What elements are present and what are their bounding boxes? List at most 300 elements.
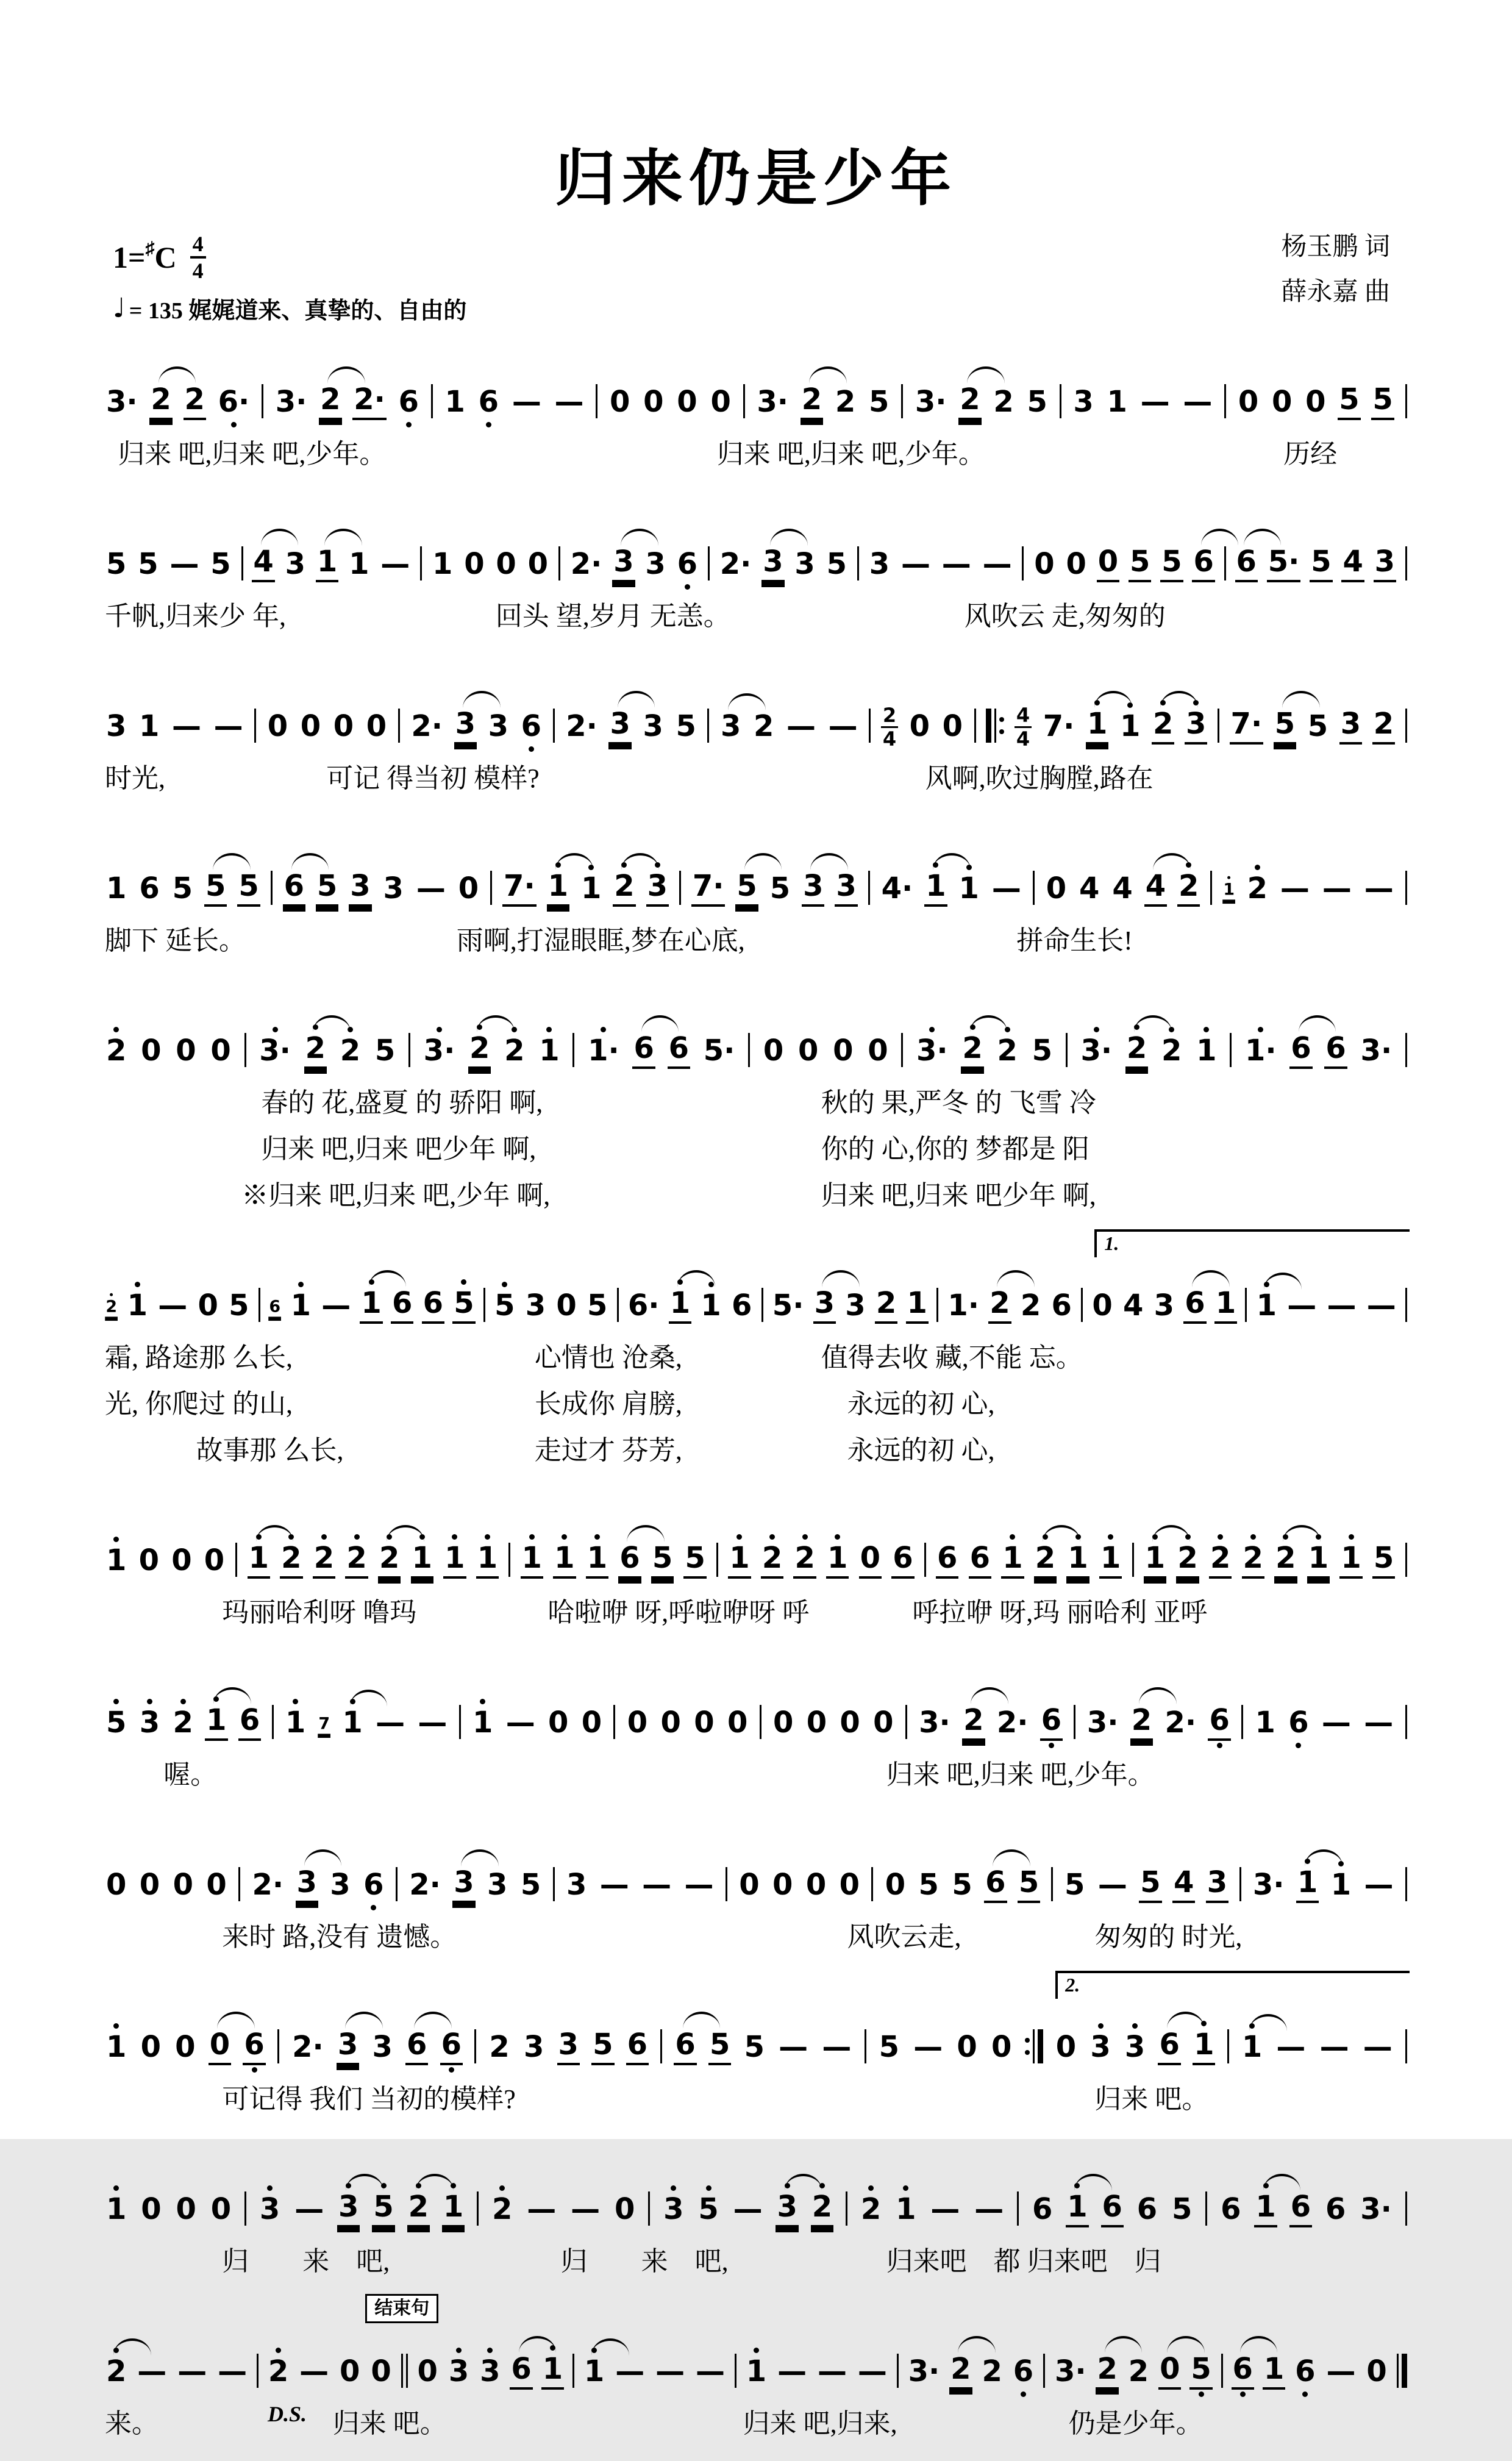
note-digit: 5 xyxy=(1307,709,1328,743)
note-digit: 0 xyxy=(885,1868,906,1902)
lyric-segment: 光, 你爬过 的山, xyxy=(105,1389,293,1419)
note-digit: 1 xyxy=(1144,1541,1166,1579)
note-token xyxy=(912,2021,944,2074)
octave-dot-below xyxy=(370,1903,377,1912)
note-token xyxy=(442,2181,465,2237)
note-token xyxy=(204,860,227,916)
note-token xyxy=(844,1280,866,1333)
note-token xyxy=(213,701,244,754)
octave-dot-above xyxy=(1253,863,1261,872)
lyric-segment: 千帆,归来少 年, xyxy=(105,601,286,631)
note-token xyxy=(730,1280,753,1333)
note-digit: — xyxy=(1322,871,1352,905)
note-digit: — xyxy=(218,2354,248,2388)
note-token xyxy=(493,1280,516,1333)
note-digit: 1 xyxy=(924,870,947,907)
repeat-dot xyxy=(1025,2050,1030,2055)
note-digit: 1 xyxy=(541,2352,564,2390)
note-token xyxy=(801,374,823,429)
note-token xyxy=(423,1025,457,1078)
note-token xyxy=(1208,1695,1230,1750)
notation-line xyxy=(105,329,1407,429)
octave-dot-above xyxy=(266,2184,274,2193)
note-digit: 2 xyxy=(1274,1541,1297,1579)
barline-stroke xyxy=(596,384,597,418)
note-token xyxy=(826,538,848,591)
note-token xyxy=(771,1280,805,1333)
note-token xyxy=(1130,1695,1153,1750)
lyric-segment: 时光, xyxy=(105,763,165,793)
note-digit: 1 xyxy=(539,1034,560,1068)
note-digit: 4· xyxy=(881,871,913,905)
note-token xyxy=(547,860,569,916)
music-system xyxy=(105,978,1407,1217)
tempo-text: = 135 娓娓道来、真挚的、自由的 xyxy=(129,298,467,324)
octave-dot-below xyxy=(1197,2390,1205,2399)
barline-stroke xyxy=(1051,1867,1053,1901)
octave-dot-above xyxy=(297,1280,304,1289)
note-token xyxy=(487,701,510,754)
barline xyxy=(716,1543,718,1577)
note-token xyxy=(1371,374,1394,429)
note-digit: 3 xyxy=(337,2190,360,2227)
note-token xyxy=(521,1532,543,1588)
note-token xyxy=(258,1025,292,1078)
note-token xyxy=(827,701,859,754)
note-digit: 0 xyxy=(1366,2354,1387,2388)
note-token xyxy=(291,2021,325,2074)
note-digit: — xyxy=(294,2192,324,2226)
barline xyxy=(508,1543,510,1577)
note-token xyxy=(969,1532,991,1588)
note-digit: 1 xyxy=(1296,1866,1319,1903)
note-digit: 3 xyxy=(813,1287,836,1324)
note-digit: 6 xyxy=(1183,1287,1206,1324)
note-token xyxy=(557,2019,580,2074)
note-digit: 5 xyxy=(452,1287,475,1324)
note-token xyxy=(105,376,139,429)
octave-dot-above xyxy=(113,1025,120,1034)
barline xyxy=(396,1867,398,1901)
lyric-segment: 玛丽哈利呀 噜玛 xyxy=(222,1598,417,1627)
note-token xyxy=(709,376,732,429)
lyric-segment: 长成你 肩膀, xyxy=(534,1389,682,1419)
lyric-segment: 永远的初 心, xyxy=(847,1435,995,1465)
note-token xyxy=(372,2181,394,2237)
note-digit: — xyxy=(527,2192,557,2226)
note-token xyxy=(1307,1532,1330,1588)
octave-dot-above xyxy=(479,1697,487,1706)
note-digit: 0 xyxy=(614,2192,635,2226)
note-digit: 0 xyxy=(464,547,485,581)
note-digit: 1 xyxy=(896,2192,916,2226)
barline-stroke xyxy=(735,2354,736,2388)
note-token xyxy=(554,376,585,429)
note-token xyxy=(379,538,411,591)
note-token xyxy=(1246,863,1269,916)
note-token xyxy=(793,1532,816,1588)
octave-dot-above xyxy=(1168,1025,1175,1034)
note-digit: — xyxy=(615,2354,645,2388)
note-token xyxy=(915,1025,949,1078)
note-digit: — xyxy=(1276,2030,1306,2064)
note-token xyxy=(203,1535,226,1588)
note-digit: — xyxy=(1364,1868,1394,1902)
note-digit: 6 xyxy=(440,2028,463,2065)
note-digit: 3 xyxy=(721,709,741,743)
lyric-segment: 归来 吧,归来 吧少年 啊, xyxy=(821,1180,1096,1210)
barline-stroke xyxy=(1224,384,1226,418)
barline-stroke xyxy=(244,2191,246,2226)
note-digit: — xyxy=(1363,2030,1393,2064)
music-system xyxy=(105,2299,1407,2445)
octave-dot-above xyxy=(415,2181,422,2190)
barline xyxy=(905,1705,907,1739)
note-token xyxy=(1374,536,1396,591)
note-token xyxy=(580,863,602,916)
note-digit: 2· xyxy=(1164,1706,1197,1740)
note-digit: 2 xyxy=(613,870,635,907)
note-token xyxy=(587,1025,621,1078)
note-token xyxy=(962,1695,985,1750)
note-digit: — xyxy=(913,2030,943,2064)
barline xyxy=(474,2029,476,2063)
note-digit: 1 xyxy=(411,1541,433,1579)
barline xyxy=(743,384,745,418)
barline-stroke xyxy=(1038,2029,1043,2063)
note-digit: 0 xyxy=(727,1706,748,1740)
barline xyxy=(868,871,870,905)
note-token xyxy=(284,1697,307,1750)
barline-stroke xyxy=(1074,1705,1075,1739)
lyric-segment: 归来 吧,归来 吧,少年。 xyxy=(118,439,387,469)
note-digit: 2 xyxy=(319,383,341,420)
note-digit: 6 xyxy=(731,1288,752,1323)
note-token xyxy=(1066,2181,1088,2237)
note-digit: 5 xyxy=(952,1868,972,1902)
note-digit: 2 xyxy=(280,1541,302,1579)
section-label: 结束句 xyxy=(365,2294,438,2323)
note-token xyxy=(941,701,964,754)
lyric-segment: 归 来 吧, xyxy=(560,2246,729,2276)
octave-dot-above xyxy=(736,1532,743,1541)
note-token xyxy=(719,701,742,754)
barline xyxy=(648,2191,650,2226)
note-token xyxy=(614,2346,646,2399)
note-token xyxy=(1136,2184,1158,2237)
note-token xyxy=(958,863,980,916)
octave-dot-above xyxy=(707,1280,715,1289)
note-digit: 0 xyxy=(660,1706,681,1740)
octave-dot-above xyxy=(312,1023,319,1032)
note-digit: — xyxy=(900,547,930,581)
note-token xyxy=(227,1280,250,1333)
note-digit: 3· xyxy=(757,385,788,419)
note-token xyxy=(1129,536,1151,591)
lyric-segment: 归来 吧。 xyxy=(1094,2084,1209,2114)
barline xyxy=(1132,1543,1134,1577)
barline-stroke xyxy=(1043,2354,1045,2388)
barline xyxy=(490,871,492,905)
note-token xyxy=(318,1709,330,1740)
barline-stroke xyxy=(617,1288,619,1322)
note-token xyxy=(408,1859,442,1912)
note-token xyxy=(1001,1532,1024,1588)
note-token xyxy=(468,1023,491,1078)
music-system xyxy=(105,2137,1407,2283)
octave-dot-above xyxy=(386,1532,393,1541)
note-digit: 5 xyxy=(106,547,127,581)
note-digit: 6 xyxy=(521,709,542,743)
note-token xyxy=(1089,2021,1111,2074)
note-digit: 0 xyxy=(548,1706,569,1740)
note-token xyxy=(1127,2346,1150,2399)
lyric-segment: 心情也 沧桑, xyxy=(534,1343,682,1373)
note-token xyxy=(646,860,669,916)
barline-stroke xyxy=(1241,1705,1243,1739)
barline-stroke xyxy=(743,384,745,418)
note-token xyxy=(992,376,1015,429)
note-token xyxy=(1066,1532,1089,1588)
note-digit: — xyxy=(1326,2354,1356,2388)
octave-dot-above xyxy=(705,2184,712,2193)
lyric-segment: 秋的 果,严冬 的 飞雪 冷 xyxy=(821,1088,1096,1118)
note-digit: 0 xyxy=(371,2354,391,2388)
lyrics-line xyxy=(105,1428,1407,1472)
note-token xyxy=(1096,2343,1118,2399)
note-token xyxy=(172,1859,194,1912)
note-digit: 3 xyxy=(523,2030,544,2064)
note-token xyxy=(293,2184,325,2237)
note-token xyxy=(382,863,405,916)
credits xyxy=(1281,224,1390,315)
quarter-note-icon: ♩ xyxy=(113,293,126,324)
barline-stroke xyxy=(648,2191,650,2226)
note-digit: 3· xyxy=(1054,2354,1086,2388)
note-digit: 0 xyxy=(209,2028,231,2065)
note-token xyxy=(1091,1280,1113,1333)
note-digit: 0 xyxy=(868,1034,888,1068)
note-digit: 6 xyxy=(1136,2192,1158,2226)
barline-stroke xyxy=(398,709,400,743)
note-token xyxy=(491,2184,513,2237)
barline xyxy=(1224,546,1226,580)
note-token xyxy=(694,2346,726,2399)
barline-stroke xyxy=(259,1288,260,1322)
octave-dot-above xyxy=(1160,698,1167,707)
note-digit: 5 xyxy=(1372,1541,1395,1579)
lyrics-line xyxy=(105,918,1407,962)
note-token xyxy=(1338,374,1360,429)
note-digit: 5 xyxy=(918,1868,939,1902)
note-token xyxy=(477,376,500,429)
note-token xyxy=(613,860,635,916)
note-token xyxy=(1324,1023,1347,1078)
note-digit: 3· xyxy=(1086,1706,1119,1740)
note-digit: 1 xyxy=(1099,1541,1122,1579)
octave-dot-above xyxy=(487,2346,494,2355)
octave-dot-below xyxy=(1216,1741,1223,1750)
note-digit: 6 xyxy=(1235,545,1258,582)
note-digit: 3 xyxy=(643,709,663,743)
note-token xyxy=(1158,2019,1180,2074)
barline xyxy=(1405,1705,1407,1739)
note-token xyxy=(209,2019,231,2074)
note-token xyxy=(1106,376,1129,429)
note-digit: 0 xyxy=(739,1868,760,1902)
octave-dot-above xyxy=(1074,1532,1082,1541)
note-token xyxy=(274,376,308,429)
octave-dot-above xyxy=(588,863,595,872)
barline-stroke xyxy=(1132,1543,1134,1577)
note-token xyxy=(1230,698,1264,754)
note-token xyxy=(348,538,370,591)
octave-dot-above xyxy=(499,2184,506,2193)
note-token xyxy=(996,1025,1019,1078)
note-digit: 2 xyxy=(982,2354,1002,2388)
note-token xyxy=(415,863,447,916)
note-digit: 6 xyxy=(1221,2192,1241,2226)
note-token xyxy=(251,1859,285,1912)
octave-dot-above xyxy=(511,1025,518,1034)
note-token xyxy=(1363,1859,1394,1912)
note-token xyxy=(137,538,159,591)
note-digit: 3 xyxy=(349,870,371,907)
note-digit: 5 xyxy=(520,1868,541,1902)
lyric-segment: 拼命生长! xyxy=(1016,926,1133,955)
lyric-segment: 喔。 xyxy=(163,1760,218,1790)
note-digit: 1 xyxy=(205,1704,227,1741)
barline-stroke xyxy=(238,1867,240,1901)
octave-dot-above xyxy=(1185,860,1193,870)
note-digit: 5 xyxy=(708,2028,731,2065)
notation-line xyxy=(105,978,1407,1078)
lyrics-line xyxy=(105,1335,1407,1379)
note-digit: — xyxy=(982,547,1012,581)
note-digit: 5· xyxy=(1267,545,1301,582)
barline xyxy=(660,2029,662,2063)
octave-dot-above xyxy=(621,860,628,870)
note-token xyxy=(641,1859,672,1912)
note-digit: 3 xyxy=(1185,707,1207,745)
note-token xyxy=(1086,698,1108,754)
barline-stroke xyxy=(1405,1705,1407,1739)
lyric-segment: ※归来 吧,归来 吧,少年 啊, xyxy=(241,1180,551,1210)
note-digit: 3 xyxy=(296,1866,318,1903)
note-token xyxy=(105,1859,127,1912)
note-digit: 3· xyxy=(275,385,307,419)
note-digit: 1 xyxy=(106,1543,127,1577)
note-digit: — xyxy=(642,1868,672,1902)
lyrics-line xyxy=(105,594,1407,638)
note-digit: 3 xyxy=(285,547,305,581)
octave-dot-above xyxy=(320,1532,327,1541)
barline xyxy=(865,2029,866,2063)
note-digit: 6 xyxy=(1289,2190,1312,2227)
note-digit: 3· xyxy=(919,1706,950,1740)
note-digit: — xyxy=(1366,1288,1396,1323)
octave-dot-above xyxy=(1093,1025,1100,1034)
note-digit: 3 xyxy=(663,2192,684,2226)
notation-line xyxy=(105,1488,1407,1588)
note-token xyxy=(471,1697,494,1750)
note-digit: — xyxy=(857,2354,887,2388)
note-token xyxy=(252,536,274,591)
note-token xyxy=(1330,1859,1352,1912)
note-digit: 0 xyxy=(556,1288,577,1323)
note-token xyxy=(907,2346,941,2399)
time-signature-bottom: 4 xyxy=(192,259,204,283)
note-token xyxy=(1111,863,1133,916)
note-token xyxy=(728,1532,751,1588)
barline xyxy=(1405,709,1407,743)
barline xyxy=(1227,2029,1229,2063)
music-system xyxy=(105,1974,1407,2121)
note-digit: 3· xyxy=(1080,1034,1113,1068)
barline-stroke xyxy=(272,1705,274,1739)
note-digit: 1 xyxy=(701,1288,721,1323)
note-token xyxy=(217,376,251,429)
note-digit: 0 xyxy=(805,1868,827,1902)
note-digit: 6 xyxy=(398,385,419,419)
note-digit: 3 xyxy=(835,870,857,907)
barline xyxy=(974,709,976,743)
octave-dot-above xyxy=(501,1280,508,1289)
note-digit: 6 xyxy=(405,2028,428,2065)
octave-dot-below xyxy=(485,420,492,429)
note-token xyxy=(946,1280,980,1333)
lyric-segment: 哈啦咿 呀,呼啦咿呀 呼 xyxy=(547,1598,810,1627)
barline xyxy=(726,1867,727,1901)
barline-stroke xyxy=(572,2354,574,2388)
note-digit: 1 xyxy=(127,1288,148,1323)
note-token xyxy=(1119,701,1141,754)
note-token xyxy=(761,536,784,591)
barline-stroke xyxy=(760,1705,761,1739)
note-token xyxy=(527,538,549,591)
note-digit: 3 xyxy=(106,709,127,743)
volta-label: 2. xyxy=(1065,1974,1080,1996)
note-token xyxy=(168,538,200,591)
note-digit: 2 xyxy=(1247,871,1268,905)
barline xyxy=(708,546,710,580)
composer: 薛永嘉 曲 xyxy=(1281,278,1390,306)
note-token xyxy=(337,2181,360,2237)
barline-stroke xyxy=(1066,1033,1068,1067)
barline-stroke xyxy=(924,1543,926,1577)
barline xyxy=(244,1033,246,1067)
note-token xyxy=(140,2021,162,2074)
octave-dot-above xyxy=(528,1532,535,1541)
octave-dot-above xyxy=(769,1532,776,1541)
note-token xyxy=(738,1859,760,1912)
note-digit: — xyxy=(418,1706,448,1740)
note-token xyxy=(519,1859,542,1912)
barline-stroke xyxy=(254,709,256,743)
note-digit: 2 xyxy=(1128,2354,1149,2388)
note-digit: 5 xyxy=(1032,1034,1053,1068)
octave-dot-below xyxy=(1295,1741,1302,1750)
note-digit: 0 xyxy=(210,1034,231,1068)
note-token xyxy=(1222,875,1235,906)
barline-stroke xyxy=(1017,2191,1019,2226)
note-digit: 4 xyxy=(1172,1866,1195,1903)
note-digit: 6 xyxy=(1158,2028,1180,2065)
lyric-segment: 脚下 延长。 xyxy=(105,926,246,955)
note-token xyxy=(1078,863,1100,916)
barline xyxy=(1017,2191,1019,2226)
time-signature-bottom: 4 xyxy=(1016,727,1030,751)
